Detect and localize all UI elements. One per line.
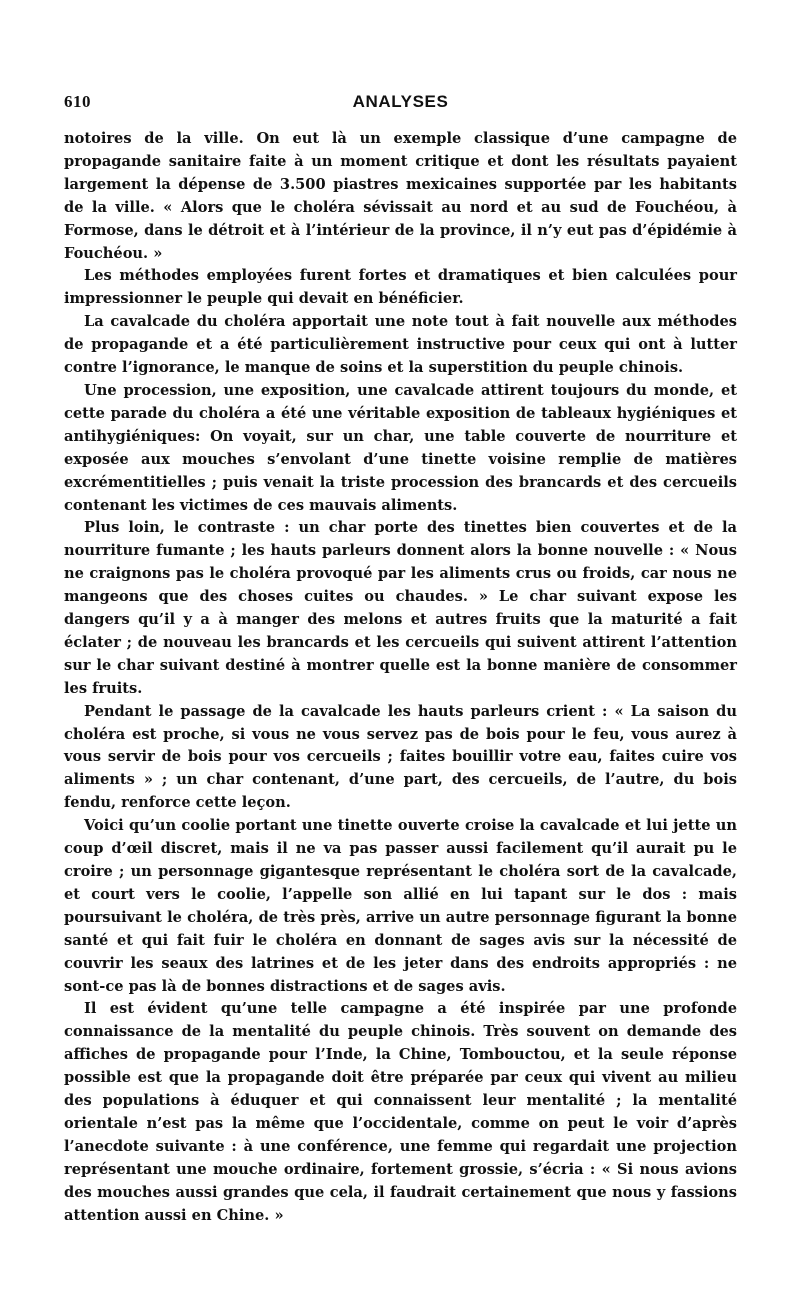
running-head: ANALYSES: [352, 92, 449, 111]
page: [64, 92, 737, 1272]
paragraph: La cavalcade du choléra apportait une note tout à fait nouvelle aux méthodes de propagande et a été particulièrement instructive pour ceux qui ont à lutter contre l’ignorance, le manque de soins et la superstition du peuple chinois.: [64, 313, 737, 377]
paragraph-continuation: notoires de la ville. On eut là un exemple classique d’une campagne de propagande sanitaire faite à un moment critique et dont les résultats payaient largement la dépense de 3.500 piastres mexicaines supportée par les habitants de la ville. « Alors que le choléra sévissait au nord et au sud de Fouchéou, à Formose, dans le détroit et à l’intérieur de la province, il n’y eut pas d’épidémie à Fouchéou. »: [64, 130, 737, 262]
paragraph: Il est évident qu’une telle campagne a été inspirée par une profonde connaissance de la mentalité du peuple chinois. Très souvent on demande des affiches de propagande pour l’Inde, la Chine, Tombouctou, et la seule réponse possible est que la propagande doit être préparée par ceux qui vivent au milieu des populations à éduquer et qui connaissent leur mentalité ; la mentalité orientale n’est pas la même que l’occidentale, comme on peut le voir d’après l’anecdote suivante : à une conférence, une femme qui regardait une projection représentant une mouche ordinaire, fortement grossie, s’écria : « Si nous avions des mouches aussi grandes que cela, il faudrait certainement que nous y fassions attention aussi en Chine. »: [64, 1000, 737, 1224]
paragraph: Voici qu’un coolie portant une tinette ouverte croise la cavalcade et lui jette un coup d’œil discret, mais il ne va pas passer aussi facilement qu’il aurait pu le croire ; un personnage gigantesque représentant le choléra sort de la cavalcade, et court vers le coolie, l’appelle son allié en lui tapant sur le dos : mais poursuivant le choléra, de très près, arrive un autre personnage figurant la bonne santé et qui fait fuir le choléra en donnant de sages avis sur la nécessité de couvrir les seaux des latrines et de les jeter dans des endroits appropriés : ne sont-ce pas là de bonnes distractions et de sages avis.: [64, 817, 737, 995]
page-header: [64, 92, 737, 122]
paragraph: Plus loin, le contraste : un char porte des tinettes bien couvertes et de la nourriture fumante ; les hauts parleurs donnent alors la bonne nouvelle : « Nous ne craignons pas le choléra provoqué par les aliments crus ou froids, car nous ne mangeons que des choses cuites ou chaudes. » Le char suivant expose les dangers qu’il y a à manger des melons et autres fruits que la maturité a fait éclater ; de nouveau les brancards et les cercueils qui suivent attirent l’attention sur le char suivant destiné à montrer quelle est la bonne manière de consommer les fruits.: [64, 519, 737, 697]
paragraph: Une procession, une exposition, une cavalcade attirent toujours du monde, et cette parade du choléra a été une véritable exposition de tableaux hygiéniques et antihygiéniques: On voyait, sur un char, une table couverte de nourriture et exposée aux mouches s’envolant d’une tinette voisine remplie de matières excrémentitielles ; puis venait la triste procession des brancards et des cercueils contenant les victimes de ces mauvais aliments.: [64, 381, 737, 514]
paragraph: Pendant le passage de la cavalcade les hauts parleurs crient : « La saison du choléra est proche, si vous ne vous servez pas de bois pour le feu, vous aurez à vous servir de bois pour vos cercueils ; faites bouillir votre eau, faites cuire vos aliments » ; un char contenant, d’une part, des cercueils, de l’autre, du bois fendu, renforce cette leçon.: [64, 702, 737, 812]
page-number: 610: [64, 92, 91, 111]
body-text: [64, 128, 737, 1228]
paragraph: Les méthodes employées furent fortes et dramatiques et bien calculées pour impressionner le peuple qui devait en bénéficier.: [64, 267, 737, 308]
